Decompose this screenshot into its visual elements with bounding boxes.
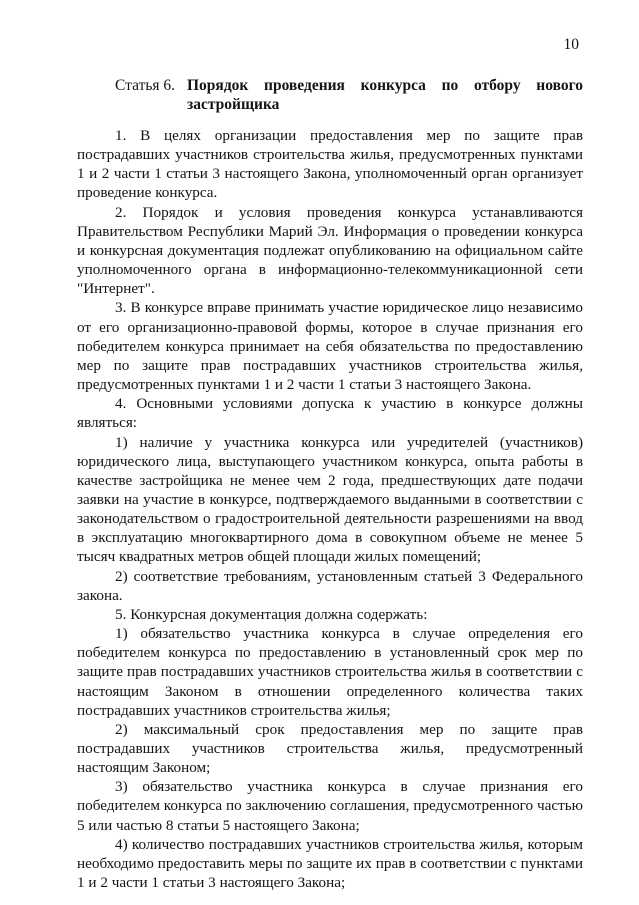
paragraph-1: 1. В целях организации предоставления мер по защите прав пострадавших участников строительства жилья, предусмотренных пунктами 1 и 2 части 1 статьи 3 настоящего Закона, уполномоченный орган организует проведение конкурса. [77, 127, 583, 202]
article-label: Статья 6. [115, 77, 176, 94]
paragraph-4-item-2: 2) соответствие требованиям, установленным статьей 3 Федерального закона. [77, 567, 583, 604]
paragraph-4: 4. Основными условиями допуска к участию в конкурсе должны являться: [77, 395, 583, 432]
paragraph-5-item-4: 4) количество пострадавших участников строительства жилья, которым необходимо предоставить меры по защите их прав в соответствии с пунктами 1 и 2 части 1 статьи 3 настоящего Закона; [77, 835, 583, 892]
paragraph-3: 3. В конкурсе вправе принимать участие юридическое лицо независимо от его организационно-правовой формы, которое в случае признания его победителем конкурса принимает на себя обязательства по предоставлению мер по защите прав пострадавших участников строительства жилья, предусмотренных пунктами 1 и 2 части 1 статьи 3 настоящего Закона. [77, 299, 583, 394]
paragraph-5-item-3: 3) обязательство участника конкурса в случае признания его победителем конкурса по заключению соглашения, предусмотренного частью 5 или частью 8 статьи 5 настоящего Закона; [77, 778, 583, 834]
article-title: Порядок проведения конкурса по отбору нового застройщика [187, 77, 583, 113]
paragraph-5: 5. Конкурсная документация должна содержать: [115, 605, 428, 623]
article-heading [115, 76, 583, 114]
paragraph-4-item-1: 1) наличие у участника конкурса или учредителей (участников) юридического лица, выступающего участником конкурса, опыта работы в качестве застройщика не менее чем 2 года, предшествующих дате подачи заявки на участие в конкурсе, подтверждаемого выданными в соответствии с законодательством о градостроительной деятельности разрешениями на ввод в эксплуатацию многоквартирного дома в совокупном объеме не менее 5 тысяч квадратных метров общей площади жилых помещений; [77, 433, 583, 566]
paragraph-5-item-1: 1) обязательство участника конкурса в случае определения его победителем конкурса по предоставлению в установленный срок мер по защите прав пострадавших участников строительства жилья в соответствии с настоящим Законом в отношении определенного количества таких пострадавших участников строительства жилья; [77, 625, 583, 719]
paragraph-2: 2. Порядок и условия проведения конкурса устанавливаются Правительством Республики Марий Эл. Информация о проведении конкурса и конкурсная документация подлежат опубликованию на официальном сайте уполномоченного органа в информационно-телекоммуникационной сети "Интернет". [77, 203, 583, 298]
page-number: 10 [563, 36, 579, 53]
paragraph-5-item-2: 2) максимальный срок предоставления мер по защите прав пострадавших участников строительства жилья, предусмотренный настоящим Законом; [77, 720, 583, 777]
article-body [77, 126, 583, 892]
